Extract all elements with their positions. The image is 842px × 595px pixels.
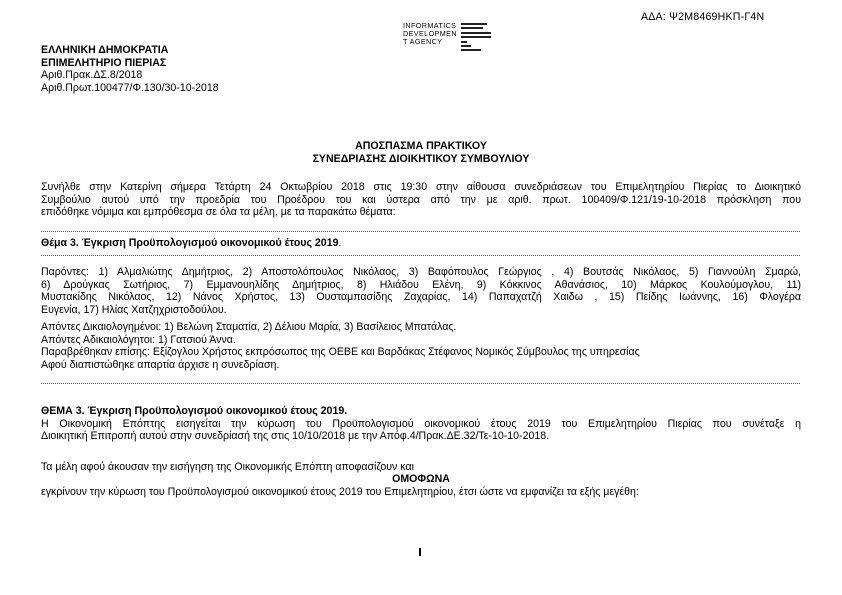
republic-label: ΕΛΛΗΝΙΚΗ ΔΗΜΟΚΡΑΤΙΑ xyxy=(41,44,169,56)
title-line: ΑΠΟΣΠΑΣΜΑ ΠΡΑΚΤΙΚΟΥ xyxy=(355,140,487,152)
minutes-number: Αριθ.Πρακ.ΔΣ.8/2018 xyxy=(41,69,143,82)
text-line: Μυστακίδης Νικόλαος, 12) Νάνος Χρήστος, 13) Ουσταμπασίδης Ζαχαρίας, 14) Παπαχατζή Χαιδω , 15) Πείδης Ιωάννης, 16) Φλογέρα xyxy=(41,291,801,304)
topic-line xyxy=(41,237,801,250)
absent-justified: Απόντες Δικαιολογημένοι: 1) Βελώνη Σταματία, 2) Δέλιου Μαρία, 3) Βασίλειος Μπατάλας. xyxy=(41,321,457,333)
topic-suffix: . xyxy=(338,237,342,249)
topic-heading: ΘΕΜΑ 3. Έγκριση Προϋπολογισμού οικονομικού έτους 2019. xyxy=(41,405,348,417)
absent-unjustified: Απόντες Αδικαιολόγητοι: 1) Γατσιού Άννα. xyxy=(41,333,236,346)
logo-text xyxy=(403,22,457,46)
ada-code: ΑΔΑ: Ψ2Μ8469ΗΚΠ-Γ4Ν xyxy=(641,11,765,23)
dotted-separator xyxy=(41,255,800,256)
text-line: εγκρίνουν την κύρωση του Προϋπολογισμού οικονομικού έτους 2019 του Επιμελητηρίου, έτσι ώστε να εμφανίζει τα εξής μεγέθη: xyxy=(41,486,639,498)
informatics-agency-logo xyxy=(403,22,493,54)
chamber-label: ΕΠΙΜΕΛΗΤΗΡΙΟ ΠΙΕΡΙΑΣ xyxy=(41,56,167,69)
text-line: Ευγενία, 17) Ηλίας Χατζηχριστοδούλου. xyxy=(41,303,227,316)
text-line: Τα μέλη αφού άκουσαν την εισήγηση της Οικονομικής Επόπτη αποφασίζουν και xyxy=(41,461,414,473)
logo-line: DEVELOPMEN xyxy=(403,29,457,38)
dotted-separator xyxy=(41,231,800,232)
text-line: Παρόντες: 1) Αλμαλιώτης Δημήτριος, 2) Αποστολόπουλος Νικόλαος, 3) Βαφόπουλος Γεώργιος , 4) Βουτσάς Νικόλαος, 5) Γιαννούλη Σμαρώ, xyxy=(41,266,801,278)
approval-statement xyxy=(41,486,801,499)
members-statement xyxy=(41,461,801,474)
unanimous-label: ΟΜΟΦΩΝΑ xyxy=(392,473,450,485)
issuer-header xyxy=(41,44,219,94)
attendees-paragraph xyxy=(41,266,801,316)
text-line: Συμβούλιο αυτού υπό την προεδρία του Προέδρου του και ύστερα από την με αριθ. πρωτ. 100409/Φ.121/19-10-2018 πρόσκληση που xyxy=(41,193,801,206)
logo-small-print xyxy=(461,23,491,54)
logo-line: INFORMATICS xyxy=(403,21,457,30)
topic-discussion xyxy=(41,405,801,443)
text-line: επιδόθηκε νόμιμα και εμπρόθεσμα σε όλα τα μέλη, με τα παρακάτω θέματα: xyxy=(41,206,396,219)
protocol-number: Αριθ.Πρωτ.100477/Φ.130/30-10-2018 xyxy=(41,81,219,94)
page-marker xyxy=(419,548,421,556)
dotted-separator xyxy=(41,383,800,384)
text-line: 6) Δρούγκας Σωτήριος, 7) Εμμανουηλίδης Δημήτριος, 8) Ηλιάδου Ελένη, 9) Κόκκινος Αθανάσιος, 10) Μάρκος Κουλούμογλου, 11) xyxy=(41,278,801,291)
text-line: Διοικητική Επιτροπή αυτού στην συνεδρίασή της στις 10/10/2018 με την Απόφ.4/Πρακ.ΔΕ.32/Τε-10-10-2018. xyxy=(41,430,550,443)
topic-title: Έγκριση Προϋπολογισμού οικονομικού έτους 2019 xyxy=(81,237,339,249)
absentees-paragraph xyxy=(41,321,801,371)
quorum-statement: Αφού διαπιστώθηκε απαρτία άρχισε η συνεδρίαση. xyxy=(41,358,280,371)
title-line: ΣΥΝΕΔΡΙΑΣΗΣ ΔΙΟΙΚΗΤΙΚΟΥ ΣΥΜΒΟΥΛΙΟΥ xyxy=(312,152,530,165)
text-line: Η Οικονομική Επόπτης εισηγείται την κύρωση του Προϋπολογισμού οικονομικού έτους 2019 του Επιμελητηρίου Πιερίας που συνέταξε η xyxy=(41,417,801,430)
also-present: Παραβρέθηκαν επίσης: Εξίζογλου Χρήστος εκπρόσωπος της ΟΕΒΕ και Βαρδάκας Στέφανος Νομικός Σύμβουλος της υπηρεσίας xyxy=(41,346,640,359)
text-line: Συνήλθε στην Κατερίνη σήμερα Τετάρτη 24 Οκτωβρίου 2018 στις 19:30 στην αίθουσα συνεδριάσεων του Επιμελητηρίου Πιερίας το Διοικητικό xyxy=(41,181,801,193)
topic-number: Θέμα 3. xyxy=(41,237,82,249)
logo-line: T AGENCY xyxy=(403,37,443,46)
document-title xyxy=(0,140,842,165)
intro-paragraph xyxy=(41,181,801,219)
